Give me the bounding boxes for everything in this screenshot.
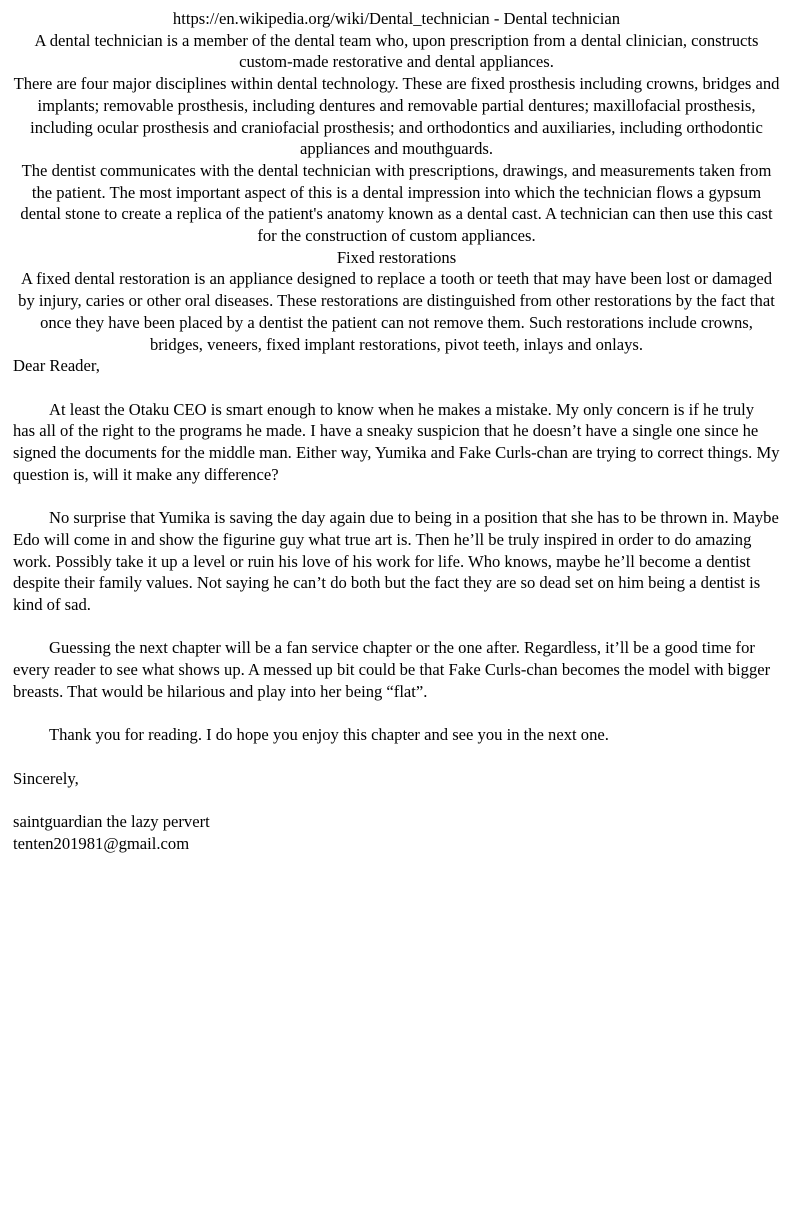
source-line: https://en.wikipedia.org/wiki/Dental_technician - Dental technician: [172, 9, 621, 28]
letter-paragraph: No surprise that Yumika is saving the day again due to being in a position that she has to be thrown in. Maybe Edo will come in and show the figurine guy what true art is. Then he’ll be truly inspired in order to do amazing work. Possibly take it up a level or ruin his love of his work for life. Who knows, maybe he’ll become a dentist despite their family values. Not saying he can’t do both but the fact they are so dead set on him being a dentist is kind of sad.: [13, 508, 779, 614]
signature-email: tenten201981@gmail.com: [13, 833, 190, 853]
letter-closing: Sincerely,: [13, 768, 79, 788]
signature-name: saintguardian the lazy pervert: [13, 811, 210, 831]
paragraph-gap: [13, 485, 780, 507]
wikipedia-excerpt: [13, 8, 780, 355]
excerpt-paragraph: A fixed dental restoration is an appliance designed to replace a tooth or teeth that may have been lost or damaged by injury, caries or other oral diseases. These restorations are distinguished from other restorations by the fact that once they have been placed by a dentist the patient can not remove them. Such restorations include crowns, bridges, veneers, fixed implant restorations, pivot teeth, inlays and onlays.: [18, 269, 775, 354]
excerpt-paragraph: The dentist communicates with the dental technician with prescriptions, drawings, and measurements taken from the patient. The most important aspect of this is a dental impression into which the technician flows a gypsum dental stone to create a replica of the patient's anatomy known as a dental cast. A technician can then use this cast for the construction of custom appliances.: [20, 160, 773, 246]
letter-salutation: Dear Reader,: [13, 356, 100, 376]
paragraph-gap: [13, 789, 780, 811]
letter: [13, 355, 780, 854]
letter-paragraph: Thank you for reading. I do hope you enjoy this chapter and see you in the next one.: [49, 725, 609, 745]
excerpt-paragraph: A dental technician is a member of the dental team who, upon prescription from a dental clinician, constructs custom-made restorative and dental appliances.: [34, 30, 759, 72]
paragraph-gap: [13, 702, 780, 724]
letter-paragraph: At least the Otaku CEO is smart enough to know when he makes a mistake. My only concern is if he truly has all of the right to the programs he made. I have a sneaky suspicion that he doesn’t have a single one since he signed the documents for the middle man. Either way, Yumika and Fake Curls-chan are trying to correct things. My question is, will it make any difference?: [13, 399, 780, 484]
letter-paragraph: Guessing the next chapter will be a fan service chapter or the one after. Regardless, it’ll be a good time for every reader to see what shows up. A messed up bit could be that Fake Curls-chan becomes the model with bigger breasts. That would be hilarious and play into her being “flat”.: [13, 638, 771, 701]
excerpt-paragraph: There are four major disciplines within dental technology. These are fixed prosthesis including crowns, bridges and implants; removable prosthesis, including dentures and removable partial dentures; maxillofacial prosthesis, including ocular prosthesis and craniofacial prosthesis; and orthodontics and auxiliaries, including orthodontic appliances and mouthguards.: [13, 74, 780, 159]
paragraph-gap: [13, 746, 780, 768]
paragraph-gap: [13, 377, 780, 399]
paragraph-gap: [13, 616, 780, 638]
excerpt-subheading: Fixed restorations: [336, 247, 457, 267]
